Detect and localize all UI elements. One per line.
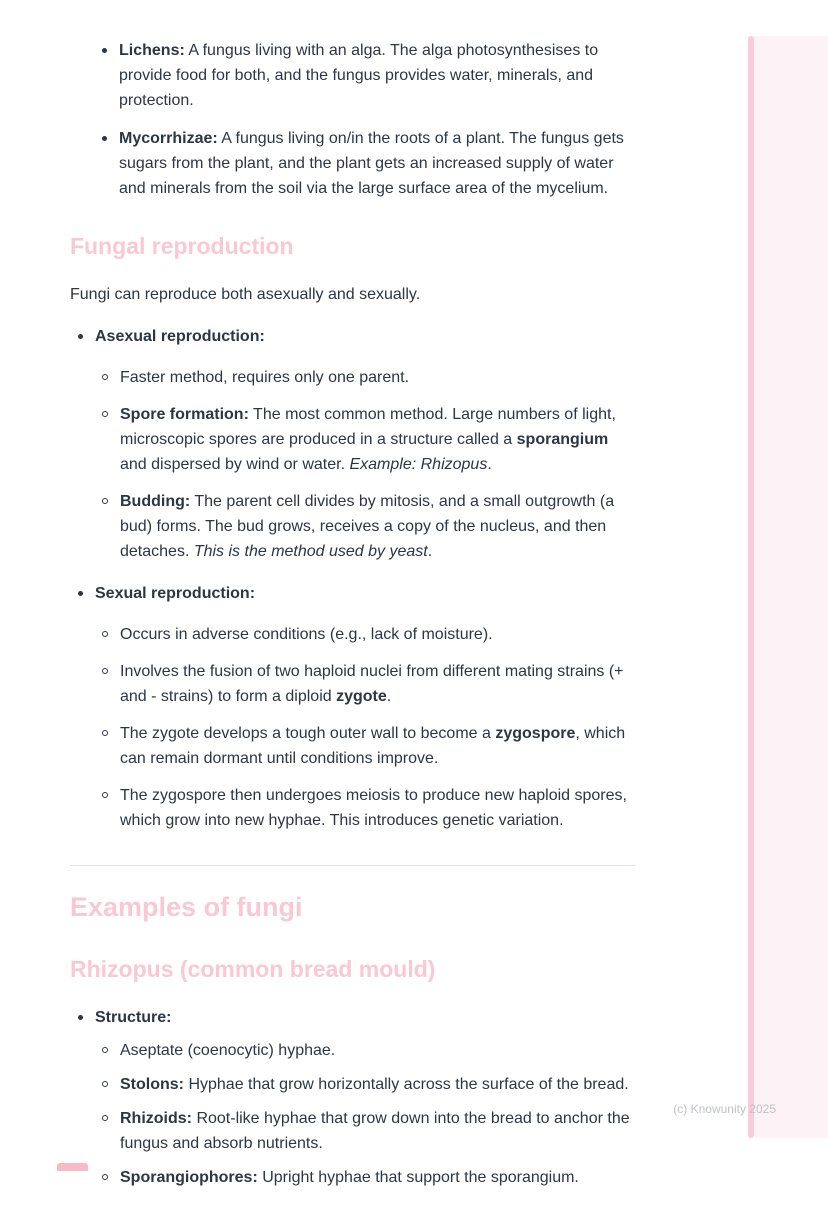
watermark: (c) Knowunity 2025 (673, 1102, 776, 1116)
list-item: Faster method, requires only one parent. (95, 365, 636, 390)
structure-sublist (95, 1038, 636, 1190)
asexual-sublist (95, 365, 636, 564)
list-item: Stolons: Hyphae that grow horizontally across the surface of the bread. (95, 1072, 636, 1097)
intro-paragraph: Fungi can reproduce both asexually and sexually. (70, 286, 421, 303)
right-margin-area (754, 36, 828, 1138)
reproduction-list (70, 324, 636, 833)
right-accent-bar (748, 36, 754, 1138)
list-item: The zygote develops a tough outer wall to become a zygospore, which can remain dormant until conditions improve. (95, 721, 636, 771)
label-structure: Structure: (95, 1009, 172, 1026)
list-item-asexual (70, 324, 636, 564)
list-item: Sporangiophores: Upright hyphae that support the sporangium. (95, 1165, 636, 1190)
list-item: Involves the fusion of two haploid nuclei from different mating strains (+ and - strains) to form a diploid zygote. (95, 659, 636, 709)
list-item-structure (70, 1005, 636, 1190)
heading-rhizopus: Rhizopus (common bread mould) (70, 956, 436, 982)
section-divider (70, 865, 636, 866)
document-page (70, 38, 636, 1207)
term-lichens: Lichens: (119, 42, 185, 59)
item-text: A fungus living with an alga. The alga photosynthesises to provide food for both, and the fungus provides water, minerals, and protection. (119, 42, 599, 109)
item-text: A fungus living on/in the roots of a plant. The fungus gets sugars from the plant, and the plant gets an increased supply of water and minerals from the soil via the large surface area of the mycelium. (119, 130, 624, 197)
label-asexual-reproduction: Asexual reproduction: (95, 328, 265, 345)
sexual-sublist (95, 622, 636, 833)
list-item: Rhizoids: Root-like hyphae that grow down into the bread to anchor the fungus and absorb nutrients. (95, 1106, 636, 1156)
term-mycorrhizae: Mycorrhizae: (119, 130, 218, 147)
list-item: Aseptate (coenocytic) hyphae. (95, 1038, 636, 1063)
label-sexual-reproduction: Sexual reproduction: (95, 585, 256, 602)
list-item: Occurs in adverse conditions (e.g., lack of moisture). (95, 622, 636, 647)
rhizopus-list (70, 1005, 636, 1190)
list-item-mycorrhizae (94, 126, 636, 201)
symbiosis-list (70, 38, 636, 201)
heading-examples-of-fungi: Examples of fungi (70, 892, 303, 922)
list-item: The zygospore then undergoes meiosis to produce new haploid spores, which grow into new hyphae. This introduces genetic variation. (95, 783, 636, 833)
heading-fungal-reproduction: Fungal reproduction (70, 233, 294, 259)
list-item: Spore formation: The most common method. Large numbers of light, microscopic spores are produced in a structure called a sporangium and dispersed by wind or water. Example: Rhizopus. (95, 402, 636, 477)
list-item: Budding: The parent cell divides by mitosis, and a small outgrowth (a bud) forms. The bud grows, receives a copy of the nucleus, and then detaches. This is the method used by yeast. (95, 489, 636, 564)
list-item-sexual (70, 581, 636, 833)
list-item-lichens (94, 38, 636, 113)
